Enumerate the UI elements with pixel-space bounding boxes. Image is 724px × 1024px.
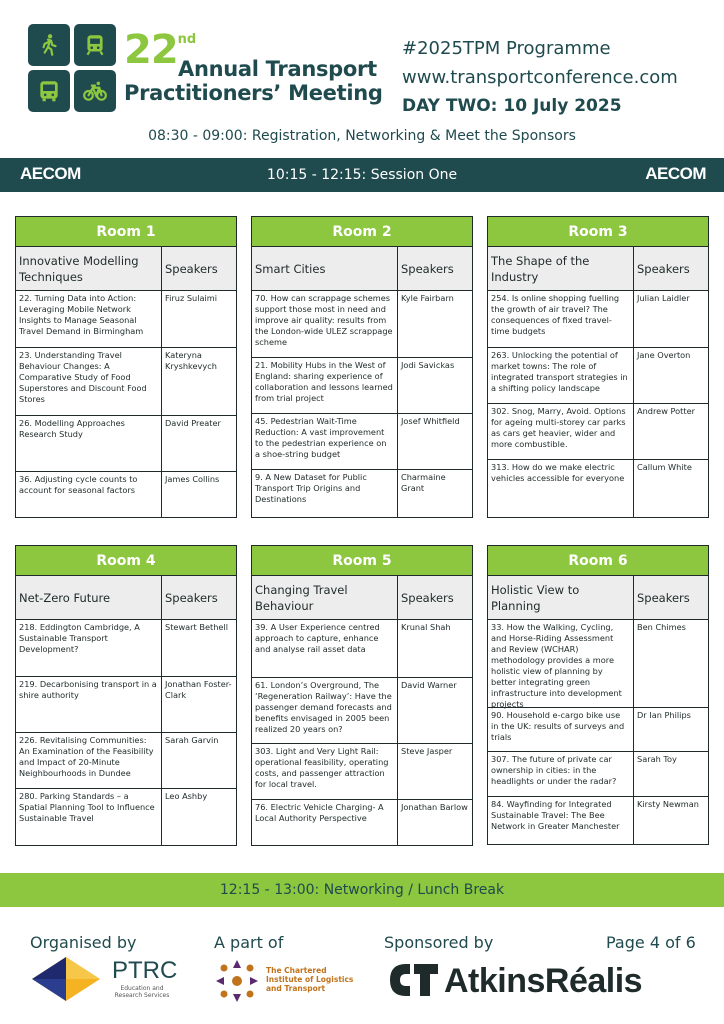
title-line-2: Practitioners’ Meeting	[124, 81, 383, 105]
room-column-header	[16, 576, 236, 620]
atkinsrealis-logo	[386, 958, 706, 1006]
room-title: Room 4	[16, 546, 236, 576]
session-title: 10:15 - 12:15: Session One	[266, 167, 458, 183]
sponsored-by-label: Sponsored by	[384, 933, 494, 952]
speakers-heading: Speakers	[401, 590, 454, 605]
talk-speaker: Josef Whitfield	[401, 416, 460, 426]
talk-speaker: Jane Overton	[637, 350, 691, 360]
room-column-header	[252, 576, 472, 620]
talk-row	[488, 752, 708, 797]
room-title: Room 6	[488, 546, 708, 576]
talk-speaker: Jonathan Barlow	[401, 802, 468, 812]
talk-row	[488, 404, 708, 460]
talk-speaker: Dr Ian Philips	[637, 710, 691, 720]
room-3-table	[487, 216, 709, 518]
sponsor-name: AtkinsRéalis	[444, 962, 643, 1000]
talk-row	[252, 358, 472, 414]
aecom-logo-right: AECOM	[645, 164, 706, 183]
title-line-1: Annual Transport	[178, 57, 377, 81]
room-column-header	[252, 247, 472, 291]
talk-title: 76. Electric Vehicle Charging- A Local Authority Perspective	[252, 800, 398, 845]
room-title: Room 2	[252, 217, 472, 247]
room-6-table	[487, 545, 709, 845]
talk-row	[16, 472, 236, 517]
room-1-table	[15, 216, 237, 518]
talk-speaker: Firuz Sulaimi	[165, 293, 218, 303]
talk-title: 23. Understanding Travel Behaviour Changes: A Comparative Study of Food Superstores and Discount Food Stores	[16, 348, 162, 415]
registration-slot: 08:30 - 09:00: Registration, Networking & Meet the Sponsors	[148, 128, 576, 144]
talk-speaker: Jonathan Foster-Clark	[165, 679, 232, 700]
speakers-heading: Speakers	[165, 261, 218, 276]
part-of-label: A part of	[214, 933, 284, 952]
bus-icon	[28, 70, 70, 112]
conference-title	[124, 27, 383, 105]
talk-title: 313. How do we make electric vehicles accessible for everyone	[488, 460, 634, 517]
room-theme: Smart Cities	[252, 247, 398, 290]
cilt-emblem-icon	[214, 958, 260, 1004]
day-title: DAY TWO: 10 July 2025	[402, 96, 622, 116]
talk-speaker: Leo Ashby	[165, 791, 208, 801]
talk-title: 70. How can scrappage schemes support those most in need and improve air quality: results from the London-wide ULEZ scrappage scheme	[252, 291, 398, 357]
talk-speaker: Stewart Bethell	[165, 622, 228, 632]
talk-title: 302. Snog, Marry, Avoid. Options for ageing multi-storey car parks as cars get heavier, wider and more combustible.	[488, 404, 634, 459]
cilt-logo	[214, 958, 364, 1008]
room-column-header	[488, 576, 708, 620]
talk-title: 39. A User Experience centred approach to capture, enhance and analyse rail asset data	[252, 620, 398, 677]
talk-speaker: Steve Jasper	[401, 746, 453, 756]
talk-row	[488, 348, 708, 404]
talk-row	[488, 620, 708, 708]
session-banner	[0, 158, 724, 192]
room-2-table	[251, 216, 473, 518]
lunch-banner: 12:15 - 13:00: Networking / Lunch Break	[0, 873, 724, 907]
talk-row	[16, 291, 236, 348]
website-link[interactable]: www.transportconference.com	[402, 67, 678, 88]
talk-row	[16, 348, 236, 416]
room-column-header	[16, 247, 236, 291]
talk-title: 303. Light and Very Light Rail: operational feasibility, operating costs, and passenger attraction for local travel.	[252, 744, 398, 799]
talk-row	[252, 620, 472, 678]
talk-title: 226. Revitalising Communities: An Examination of the Feasibility and Impact of 20-Minute Neighbourhoods in Dundee	[16, 733, 162, 788]
talk-row	[252, 414, 472, 470]
speakers-heading: Speakers	[637, 261, 690, 276]
talk-speaker: David Preater	[165, 418, 221, 428]
talk-row	[488, 291, 708, 348]
talk-row	[16, 677, 236, 733]
room-theme: Net-Zero Future	[16, 576, 162, 619]
talk-title: 280. Parking Standards – a Spatial Planning Tool to Influence Sustainable Travel	[16, 789, 162, 845]
talk-title: 254. Is online shopping fuelling the growth of air travel? The consequences of fixed travel-time budgets	[488, 291, 634, 347]
speakers-heading: Speakers	[165, 590, 218, 605]
hashtag: #2025TPM Programme	[402, 38, 611, 59]
conference-logo-icons	[28, 24, 116, 112]
room-title: Room 3	[488, 217, 708, 247]
talk-row	[488, 708, 708, 752]
talk-title: 45. Pedestrian Wait-Time Reduction: A vast improvement to the pedestrian experience on a shoe-string budget	[252, 414, 398, 469]
talk-title: 263. Unlocking the potential of market towns: The role of integrated transport strategies in a shifting policy landscape	[488, 348, 634, 403]
pedestrian-icon	[28, 24, 70, 66]
talk-speaker: Sarah Toy	[637, 754, 677, 764]
talk-speaker: Charmaine Grant	[401, 472, 446, 493]
speakers-heading: Speakers	[401, 261, 454, 276]
train-icon	[74, 24, 116, 66]
talk-title: 219. Decarbonising transport in a shire authority	[16, 677, 162, 732]
talk-title: 22. Turning Data into Action: Leveraging Mobile Network Insights to Manage Seasonal Travel Demand in Birmingham	[16, 291, 162, 347]
talk-speaker: David Warner	[401, 680, 457, 690]
talk-row	[252, 800, 472, 845]
room-title: Room 5	[252, 546, 472, 576]
talk-title: 61. London’s Overground, The ‘Regeneration Railway’: Have the passenger demand forecasts and benefits envisaged in 2005 been realized 20 years on?	[252, 678, 398, 743]
talk-speaker: Ben Chimes	[637, 622, 686, 632]
room-4-table	[15, 545, 237, 846]
talk-speaker: Kirsty Newman	[637, 799, 699, 809]
ptrc-name: PTRC	[112, 957, 178, 984]
cilt-name: The Chartered Institute of Logistics and Transport	[266, 966, 354, 993]
talk-title: 21. Mobility Hubs in the West of England: sharing experience of collaboration and lessons learned from trial project	[252, 358, 398, 413]
organised-by-label: Organised by	[30, 933, 137, 952]
talk-title: 84. Wayfinding for Integrated Sustainable Travel: The Bee Network in Greater Manchester	[488, 797, 634, 844]
talk-title: 218. Eddington Cambridge, A Sustainable Transport Development?	[16, 620, 162, 676]
aecom-logo-left: AECOM	[20, 164, 81, 183]
talk-speaker: James Collins	[165, 474, 220, 484]
talk-title: 33. How the Walking, Cycling, and Horse-Riding Assessment and Review (WCHAR) methodology provides a more holistic view of planning by better integrating green infrastructure into development projects	[488, 620, 634, 707]
talk-speaker: Julian Laidler	[637, 293, 690, 303]
talk-row	[488, 460, 708, 517]
speakers-heading: Speakers	[637, 590, 690, 605]
room-5-table	[251, 545, 473, 846]
talk-row	[252, 291, 472, 358]
talk-title: 307. The future of private car ownership in cities: in the headlights or under the radar?	[488, 752, 634, 796]
talk-row	[488, 797, 708, 844]
talk-speaker: Callum White	[637, 462, 692, 472]
talk-speaker: Krunal Shah	[401, 622, 451, 632]
talk-row	[252, 678, 472, 744]
edition-ordinal: nd	[177, 32, 197, 47]
ptrc-subtitle: Education and Research Services	[114, 985, 170, 999]
ptrc-logo	[30, 955, 180, 1005]
talk-speaker: Kyle Fairbarn	[401, 293, 454, 303]
talk-title: 26. Modelling Approaches Research Study	[16, 416, 162, 471]
talk-row	[252, 744, 472, 800]
talk-speaker: Jodi Savickas	[401, 360, 455, 370]
room-theme: Holistic View to Planning	[488, 576, 634, 619]
atkinsrealis-mark-icon	[386, 958, 442, 1002]
talk-title: 36. Adjusting cycle counts to account for seasonal factors	[16, 472, 162, 517]
talk-row	[252, 470, 472, 517]
talk-row	[16, 620, 236, 677]
room-title: Room 1	[16, 217, 236, 247]
room-theme: Innovative Modelling Techniques	[16, 247, 162, 290]
bicycle-icon	[74, 70, 116, 112]
talk-row	[16, 733, 236, 789]
edition-number: 22	[124, 27, 178, 73]
room-theme: The Shape of the Industry	[488, 247, 634, 290]
programme-info	[402, 34, 678, 121]
talk-speaker: Andrew Potter	[637, 406, 695, 416]
talk-speaker: Sarah Garvin	[165, 735, 219, 745]
talk-speaker: Kateryna Kryshkevych	[165, 350, 217, 371]
talk-row	[16, 416, 236, 472]
talk-row	[16, 789, 236, 845]
room-theme: Changing Travel Behaviour	[252, 576, 398, 619]
talk-title: 90. Household e-cargo bike use in the UK: results of surveys and trials	[488, 708, 634, 751]
ptrc-diamond-icon	[30, 955, 102, 1003]
room-column-header	[488, 247, 708, 291]
page-number: Page 4 of 6	[606, 933, 696, 952]
talk-title: 9. A New Dataset for Public Transport Trip Origins and Destinations	[252, 470, 398, 517]
